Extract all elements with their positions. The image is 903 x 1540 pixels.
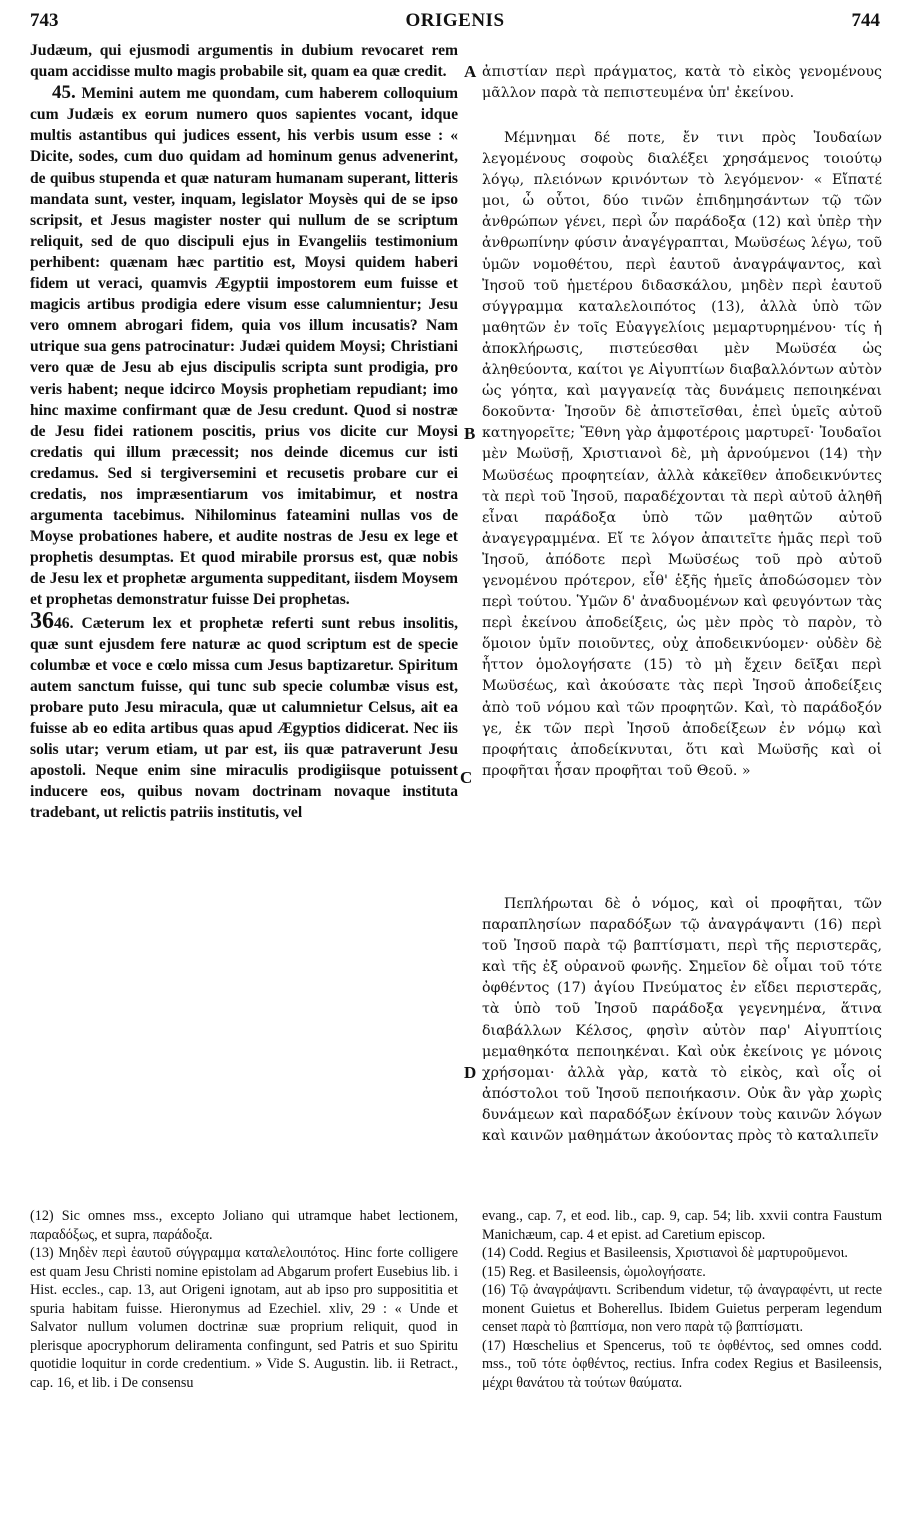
footnote-13-continued: evang., cap. 7, et eod. lib., cap. 9, cap. 54; lib. xxvii contra Faustum Manichæum, cap. 4 et epist. ad Caretium episcop. — [482, 1208, 882, 1243]
greek-paragraph-46: Πεπλήρωται δὲ ὁ νόμος, καὶ οἱ προφῆται, τῶν παραπλησίων παραδόξων τῷ ἀναγράψαντι (16) περὶ τοῦ Ἰησοῦ παρὰ τῷ βαπτίσματι, περὶ τῆς περιστερᾶς, καὶ τῆς ἐξ οὐρανοῦ φωνῆς. Σημεῖον δὲ οἶμαι τοῦ τότε ὀφθέντος (17) ἁγίου Πνεύματος ἐν εἴδει περιστερᾶς, τὰ ὑπὸ τοῦ Ἰησοῦ παράδοξα γεγενημένα, ἅτινα διαβάλλων Κέλσος, φησὶν αὐτὸν παρ' Αἰγυπτίοις μεμαθηκότα πεποιηκέναι. Καὶ οὐκ ἐκείνοις γε μόνοις χρήσομαι· ἀλλὰ γὰρ, κατὰ τὸ εἰκὸς, καὶ οἷς οἱ ἀπόστολοι τοῦ Ἰησοῦ πεποιήκασιν. Οὐκ ἂν γὰρ χωρὶς δυνάμεων καὶ παραδόξων ἐκίνουν τοὺς καινῶν λόγων καὶ καινῶν μαθημάτων ἀκούοντας πρὸς τὸ καταλιπεῖν — [482, 896, 882, 1145]
greek-paragraph-45: Μέμνημαι δέ ποτε, ἔν τινι πρὸς Ἰουδαίων λεγομένους σοφοὺς διαλέξει χρησάμενος τοιούτῳ λόγῳ, πλειόνων κρινόντων τὸ λεγόμενον· « Εἴπατέ μοι, ὦ οὗτοι, δύο τινῶν ἐπιδημησάντων τῷ τῶν ἀνθρώπων γένει, περὶ ὧν παράδοξα (12) καὶ ὑπὲρ τὴν ἀνθρωπίνην φύσιν ἀναγέγραπται, Μωϋσέως λέγω, τοῦ ὑμῶν νομοθέτου, περὶ ἑαυτοῦ ἀναγράψαντος, καὶ Ἰησοῦ τοῦ ἡμετέρου διδασκάλου, μηδὲν περὶ ἑαυτοῦ σύγγραμμα καταλελοιπότος (13), ἀλλὰ ὑπὸ τῶν μαθητῶν ἐν τοῖς Εὐαγγελίοις μεμαρτυρημένου· τίς ἡ ἀποκλήρωσις, πιστεύεσθαι μὲν Μωϋσέα ὡς ἀληθεύοντα, καίτοι γε Αἰγυπτίων διαβαλλόντων αὐτὸν ὡς γόητα, καὶ μαγγανείᾳ τὰς δυνάμεις πεποιηκέναι δοκοῦντα· Ἰησοῦν δὲ ἀπιστεῖσθαι, ἐπεὶ ὑμεῖς αὐτοῦ κατηγορεῖτε; Ἔθνη γὰρ ἀμφοτέροις μαρτυρεῖ· Ἰουδαῖοι μὲν Μωϋσῇ, Χριστιανοὶ δὲ, μὴ ἀρνούμενοι (14) τὴν Μωϋσέως προφητείαν, ἀλλὰ κἀκεῖθεν ἀποδεικνύντες τὰ περὶ τοῦ Ἰησοῦ, παραδέχονται τὰ περὶ αὐτοῦ ἀληθῆ εἶναι παράδοξα ὑπὸ τῶν μαθητῶν αὐτοῦ ἀναγεγραμμένα. Εἴ τε λόγον ἀπαιτεῖτε ἡμᾶς περὶ τοῦ Ἰησοῦ, ἀπόδοτε περὶ Μωϋσέως τοῦ πρὸ αὐτοῦ γενομένου πρότερον, εἶθ' ἑξῆς ἡμεῖς ἀποδώσομεν τὸν περὶ τούτου. Ὑμῶν δ' ἀναδυομένων καὶ φευγόντων τὰς περὶ ἐκείνου ἀποδείξεις, ὡς μὲν πρὸς τὸ παρὸν, τὸ ὅμοιον ὑμῖν ποιοῦντες, οὐχ ἀποδεικνύομεν· οὐδὲν δὲ ἧττον ὁμολογήσατε (15) τὸ μὴ ἔχειν δεῖξαι περὶ Μωϋσέως, καὶ ἀκούσατε τὰς περὶ Ἰησοῦ ἀποδείξεις ἀπὸ τοῦ νόμου καὶ τῶν προφητῶν. Καὶ, τὸ παράδοξόν γε, ἐκ τῶν περὶ Ἰησοῦ ἀποδείξεων ἐν νόμῳ καὶ προφήταις ἀποδείκνυται, ὅτι καὶ Μωϋσῆς καὶ οἱ προφῆται ἦσαν προφῆται τοῦ Θεοῦ. » — [482, 130, 882, 779]
footnote-16: (16) Τῷ ἀναγράψαντι. Scribendum videtur, τῷ ἀναγραφέντι, ut recte monent Guietus et Boherellus. Ibidem Guietus perperam legendum censet παρὰ τὸ βαπτίσμα, non vero παρὰ τῷ βαπτίσματι. — [482, 1282, 882, 1335]
running-header — [30, 6, 880, 36]
footnote-14: (14) Codd. Regius et Basileensis, Χριστιανοὶ δὲ μαρτυροῦμενοι. — [482, 1245, 848, 1261]
running-title: ORIGENIS — [405, 10, 505, 31]
margin-letter-c: C — [460, 768, 473, 787]
margin-letter-d: D — [464, 1063, 477, 1082]
latin-paragraph-1: Judæum, qui ejusmodi argumentis in dubium revocaret rem quam accidisse multo magis probabile sit, quam ea quæ credit. — [30, 42, 458, 81]
column-number: 36 — [30, 607, 54, 634]
footnotes-right — [482, 1207, 882, 1392]
footnote-13: (13) Μηδὲν περὶ ἑαυτοῦ σύγγραμμα καταλελοιπότος. Hinc forte colligere est quam Jesu Christi nomine epistolam ad Abgarum profert Eusebius lib. i Hist. eccles., cap. 13, aut Origeni ignotam, aut ab ipso pro supposititia et spuria habitam fuisse. Hieronymus ad Ezechiel. xliv, 29 : « Unde et Salvator nullum volumen doctrinæ suæ proprium reliquit, quod in plerisque apocryphorum deliramenta confingunt, sed Patris et suo Spiritu quotidie loquitur in corde credentium. » Vide S. Augustin. lib. ii Retract., cap. 16, et lib. i De consensu — [30, 1245, 458, 1391]
latin-paragraph-45 — [30, 82, 458, 610]
latin-paragraph-46 — [30, 607, 458, 824]
latin-paragraph-46-text: Cæterum lex et prophetæ referti sunt rebus insolitis, quæ sunt ejusdem fere naturæ ac quod scriptum est de specie columbæ et voce e cœlo missa cum Jesus baptizaretur. Spiritum autem sanctum fuisse, qui tunc sub specie columbæ visus est, probare puto Jesu miracula, quæ ut calumnietur Celsus, ait ea fuisse ab eo edita artibus quas apud Ægyptios didicerat. Nec iis solis utar; verum etiam, ut par est, iis quæ patraverunt Jesu apostoli. Neque enim sine miraculis prodigiisque potuissent inducere eos, quibus novam doctrinam novaque instituta tradebant, ut relictis patriis institutis, vel — [30, 614, 458, 822]
page-number-left: 743 — [30, 10, 59, 31]
latin-column — [30, 40, 458, 823]
section-number: 46. — [54, 614, 74, 632]
latin-paragraph-45-text: Memini autem me quondam, cum haberem colloquium cum Judæis ex eorum numero quos sapientes vocant, idque multis astantibus qui judices essent, his verbis usum esse : « Dicite, sodes, cum duo quidam ad hominum genus advenerint, de quibus stupenda et quæ naturam humanam superant, litteris mandata sunt, vester, inquam, legislator Moysès qui de se ipso scripsit, et Jesus magister noster qui nullum de se scriptum reliquit, sed de quo discipuli ejus in Evangeliis testimonium perhibent: quænam hæc partitio est, Moysi quidem haberi fidem ut veraci, quamvis Ægyptii impostorem eum fuisse et magicis artibus prodigia edere visum esse calumnientur; Jesu vero omnem abrogari fidem, quia vos illum incusatis? Nam utrique sua gens patrocinatur: Judæi quidem Moysi; Christiani vero quæ de Jesu ab ejus discipulis scripta sunt prodigia, pro veris habent; neque idcirco Moysis prophetiam repudiant; imo hinc maxime confirmant quæ de Jesu credunt. Quod si nostræ de Jesu fidei rationem poscitis, prius vos dicite cur Moysi credatis qui illum præcessit; nos deinde dicemus cur isti credamus. Sed si tergiversemini et recusetis probare cur ei credatis, nos impræsentiarum vos imitabimur, et nostra argumenta tacebimus. Nihilominus fateamini nullas vos de Moyse probationes habere, et audite nostras de Jesu ex lege et prophetis desumptas. Et quod mirabile prorsus est, quæ nobis de Jesu lex et prophetæ argumenta suppeditant, iisdem Moysem et prophetas demonstratur fuisse Dei prophetas. — [30, 85, 458, 609]
section-number: 45. — [52, 82, 76, 104]
footnote-12: (12) Sic omnes mss., excepto Joliano qui utramque habet lectionem, παραδόξως, et supra, παράδοξα. — [30, 1208, 458, 1243]
footnote-15: (15) Reg. et Basileensis, ὡμολογήσατε. — [482, 1263, 706, 1280]
margin-letter-b: B — [464, 424, 476, 443]
greek-paragraph-1: ἀπιστίαν περὶ πράγματος, κατὰ τὸ εἰκὸς γενομένους μᾶλλον παρὰ τὰ πεπιστευμένα ὑπ' ἐκείνου. — [482, 64, 882, 102]
footnotes-left — [30, 1207, 458, 1392]
margin-letter-a: A — [464, 62, 477, 81]
page-number-right: 744 — [851, 10, 880, 31]
footnote-17: (17) Hœschelius et Spencerus, τοῦ τε ὀφθέντος, sed omnes codd. mss., τοῦ τότε ὀφθέντος, rectius. Infra codex Regius et Basileensis, μέχρι θανάτου τὰ τούτων θαύματα. — [482, 1337, 882, 1391]
